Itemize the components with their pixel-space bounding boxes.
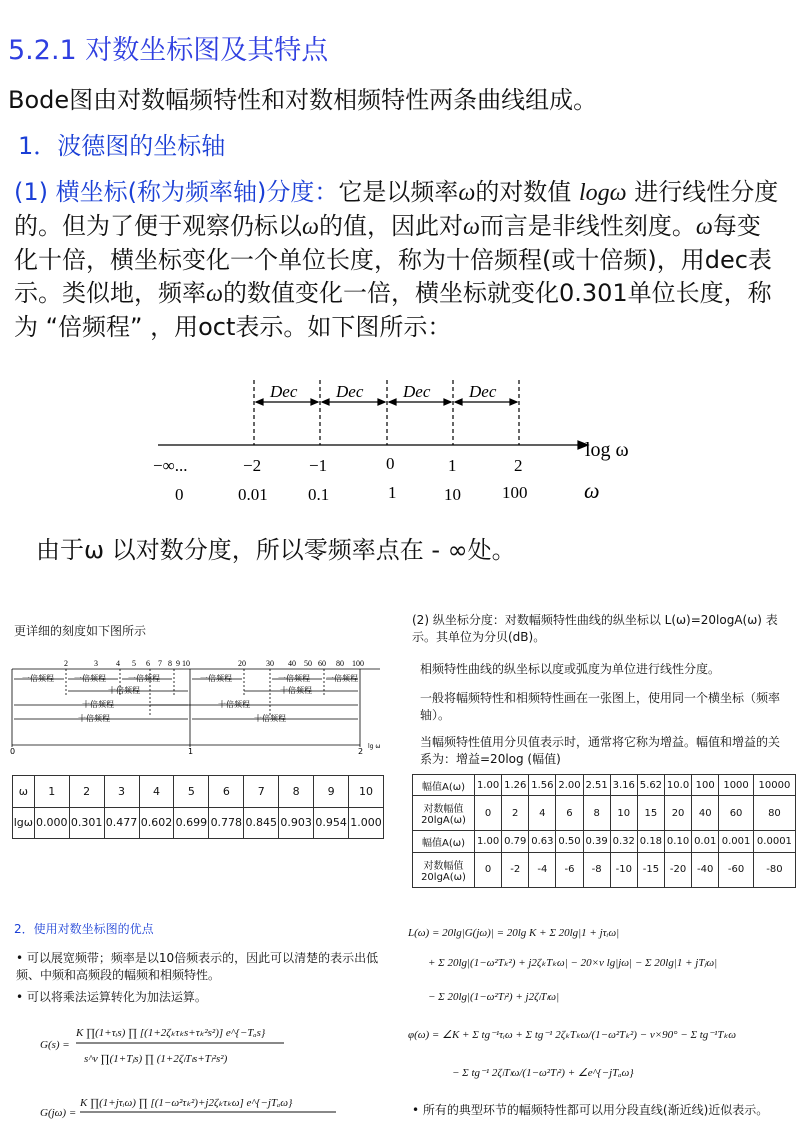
table-cell: 0.778: [209, 807, 244, 839]
table-cell: 2.51: [583, 775, 610, 796]
table-cell: 6: [209, 776, 244, 808]
table-cell: 10: [610, 796, 637, 831]
oct-label: 一倍频程: [200, 674, 232, 683]
bullet-item: • 可以将乘法运算转化为加法运算。: [16, 990, 207, 1004]
table-cell: 0.32: [610, 831, 637, 852]
table-cell: 3: [104, 776, 139, 808]
w-tick: 0.1: [308, 485, 330, 504]
tick: 3: [94, 659, 98, 668]
svg-text:K ∏(1+jτᵢω) ∏ [(1−ω²τₖ²)+j2ζₖτ: K ∏(1+jτᵢω) ∏ [(1−ω²τₖ²)+j2ζₖτₖω] e^{−jTₐω}: [80, 1097, 293, 1109]
amplitude-db-table: [412, 774, 796, 888]
svg-text:− Σ tg⁻¹ 2ζₗTₗω/(1−ω²Tₗ²) + ∠e: − Σ tg⁻¹ 2ζₗTₗω/(1−ω²Tₗ²) + ∠e^{−jTₐω}: [452, 1067, 634, 1079]
vertical-axis-heading: (2) 纵坐标分度：对数幅频特性曲线的纵坐标以 L(ω)=20logA(ω) 表示。其单位为分贝(dB)。: [412, 613, 778, 644]
svg-text:+ Σ 20lg|(1−ω²Tₖ²) + j2ζₖTₖω|: + Σ 20lg|(1−ω²Tₖ²) + j2ζₖTₖω| − 20×v lg|jω| − Σ 20lg|1 + jTⱼω|: [428, 957, 718, 969]
row-header: 对数幅值20lgA(ω): [413, 852, 475, 888]
logw-symbol: logω: [578, 180, 627, 206]
row-header: 对数幅值20lgA(ω): [413, 796, 475, 831]
table-cell: 5.62: [637, 775, 664, 796]
table-cell: 1: [34, 776, 69, 808]
table-cell: 1.00: [475, 775, 502, 796]
log-tick: −∞...: [153, 456, 188, 475]
phase-axis-text: 相频特性曲线的纵坐标以度或弧度为单位进行线性分度。: [420, 662, 721, 676]
svg-text:G(jω) =: G(jω) =: [40, 1107, 77, 1119]
table-cell: 15: [637, 796, 664, 831]
table-row: [413, 831, 796, 852]
transfer-function-formula: [36, 1012, 366, 1130]
axis-label: log ω: [585, 439, 629, 461]
oct-label: 一倍频程: [74, 674, 106, 683]
omega-symbol: ω: [695, 214, 713, 240]
table-cell: 1.00: [475, 831, 502, 852]
omega-symbol: ω: [206, 281, 223, 307]
tick: 50: [304, 659, 312, 668]
dec-label-4: Dec: [469, 382, 497, 401]
table-cell: 0.18: [637, 831, 664, 852]
bullet-text: 可以将乘法运算转化为加法运算。: [26, 990, 207, 1004]
table-cell: 10: [349, 776, 384, 808]
table-cell: 0.954: [314, 807, 349, 839]
w-tick: 0: [175, 485, 184, 504]
table-cell: 0.602: [139, 807, 174, 839]
dec-label: 十倍频程: [108, 686, 140, 695]
svg-text:K ∏(1+τᵢs) ∏ [(1+2ζₖτₖs+τₖ²s²): K ∏(1+τᵢs) ∏ [(1+2ζₖτₖs+τₖ²s²)] e^{−Tₐs}: [76, 1027, 266, 1039]
table-cell: 8: [583, 796, 610, 831]
table-row: [413, 775, 796, 796]
table-cell: -80: [753, 852, 795, 888]
table-cell: 0.50: [556, 831, 583, 852]
table-cell: 7: [244, 776, 279, 808]
table-cell: 2.00: [556, 775, 583, 796]
table-cell: 0.001: [719, 831, 754, 852]
w-tick: 100: [502, 483, 528, 502]
bullet-item: • 可以展宽频带；频率是以10倍频表示的，因此可以清楚的表示出低频、中频和高频段的幅频和相频特性。: [16, 951, 379, 982]
tick: 9: [176, 659, 180, 668]
tick: 2: [64, 659, 68, 668]
dec-label-3: Dec: [403, 382, 431, 401]
dec-label-1: Dec: [270, 382, 298, 401]
table-cell: 1.26: [502, 775, 529, 796]
para-text: 的数值变化一倍，横坐标就变化0.301单位长度，称为 “倍频程” ，用oct表示。如下图所示：: [14, 279, 772, 341]
section2-heading: 2．使用对数坐标图的优点: [14, 922, 154, 936]
tick: 10: [182, 659, 190, 668]
bullet-text: 所有的典型环节的幅频特性都可以用分段直线(渐近线)近似表示。: [422, 1103, 769, 1117]
table-cell: 4: [139, 776, 174, 808]
oct-label: 一倍频程: [326, 674, 358, 683]
oct-label: 一倍频程: [128, 674, 160, 683]
shared-axis-text: 一般将幅频特性和相频特性画在一张图上，使用同一个横坐标（频率轴）。: [420, 691, 781, 722]
table-row: [413, 796, 796, 831]
table-cell: 8: [279, 776, 314, 808]
tick: 100: [352, 659, 364, 668]
axis-paragraph: [14, 176, 784, 344]
gain-relation-text: 当幅频特性值用分贝值表示时，通常将它称为增益。幅值和增益的关系为：增益=20log (幅值): [420, 735, 781, 766]
w-tick: 10: [444, 485, 461, 504]
dec-label: 十倍频程: [78, 714, 110, 723]
para-text: 的值，因此对: [318, 212, 463, 240]
omega-label: ω: [584, 478, 600, 503]
table-cell: 9: [314, 776, 349, 808]
table-cell: lgω: [13, 807, 35, 839]
table-cell: 0.01: [692, 831, 719, 852]
table-cell: 0.0001: [753, 831, 795, 852]
tick: 4: [116, 659, 120, 668]
tick: 7: [158, 659, 162, 668]
para-text: 的对数值: [475, 178, 579, 206]
tick: 6: [146, 659, 150, 668]
w-tick: 0.01: [238, 485, 268, 504]
log-tick: 1: [448, 456, 457, 475]
table-cell: 0: [475, 852, 502, 888]
omega-symbol: ω: [462, 214, 480, 240]
table-cell: 0.79: [502, 831, 529, 852]
dec-label: 十倍频程: [82, 700, 114, 709]
tick: 20: [238, 659, 246, 668]
bullet-item: • 所有的典型环节的幅频特性都可以用分段直线(渐近线)近似表示。: [412, 1103, 769, 1117]
table-cell: 4: [529, 796, 556, 831]
table-cell: 80: [753, 796, 795, 831]
log-tick: −2: [243, 456, 262, 475]
table-cell: -20: [664, 852, 691, 888]
dec-label: 十倍频程: [254, 714, 286, 723]
section1-heading: 1．波德图的坐标轴: [18, 132, 226, 160]
oct-label: 一倍频程: [22, 674, 54, 683]
table-cell: -40: [692, 852, 719, 888]
dec-label: 十倍频程: [280, 686, 312, 695]
table-cell: 100: [692, 775, 719, 796]
dec-label-2: Dec: [336, 382, 364, 401]
log-tick: 0: [386, 454, 395, 473]
table-row: [413, 852, 796, 888]
table-cell: 0.000: [34, 807, 69, 839]
svg-text:G(s) =: G(s) =: [40, 1039, 70, 1051]
zero-frequency-note: 由于ω 以对数分度，所以零频率点在 - ∞处。: [36, 536, 516, 564]
table-cell: -4: [529, 852, 556, 888]
table-cell: 5: [174, 776, 209, 808]
table-cell: 10000: [753, 775, 795, 796]
page-title: 5.2.1 对数坐标图及其特点: [8, 35, 329, 66]
table-cell: 0.903: [279, 807, 314, 839]
log-magnitude-formula: [404, 916, 798, 1100]
table-cell: 3.16: [610, 775, 637, 796]
log-tick: −1: [309, 456, 328, 475]
svg-text:s^v ∏(1+Tⱼs) ∏ (1+2ζₗTₗs+Tₗ²s²: s^v ∏(1+Tⱼs) ∏ (1+2ζₗTₗs+Tₗ²s²): [84, 1053, 228, 1065]
tick: 0: [10, 747, 16, 755]
para-text: 每变化十倍，横坐标变化一个单位长度，称为十倍频程(或十倍频)，用dec表示。类似地，频率: [14, 212, 772, 307]
table-cell: 0.845: [244, 807, 279, 839]
table-cell: 0: [475, 796, 502, 831]
table-cell: ω: [13, 776, 35, 808]
table-cell: 1000: [719, 775, 754, 796]
intro-text: Bode图由对数幅频特性和对数相频特性两条曲线组成。: [8, 86, 598, 114]
tick: 5: [132, 659, 136, 668]
table-cell: 1.000: [349, 807, 384, 839]
svg-text:φ(ω) = ∠K + Σ tg⁻¹τᵢω + Σ tg⁻¹: φ(ω) = ∠K + Σ tg⁻¹τᵢω + Σ tg⁻¹ 2ζₖTₖω/(1−ω²Tₖ²) − v×90° − Σ tg⁻¹Tₖω: [408, 1029, 736, 1041]
detailed-tick-diagram: [8, 655, 388, 755]
table-cell: 10.0: [664, 775, 691, 796]
tick: 80: [336, 659, 344, 668]
para-text: 进行线性分度的。但为了便于观察仍标以: [14, 178, 779, 240]
lg-label: lg ω: [368, 743, 381, 750]
tick: 40: [288, 659, 296, 668]
table-cell: -10: [610, 852, 637, 888]
para-text: 它是以频率: [338, 178, 459, 206]
table-cell: 0.301: [69, 807, 104, 839]
row-header: 幅值A(ω): [413, 831, 475, 852]
tick: 30: [266, 659, 274, 668]
table-cell: -8: [583, 852, 610, 888]
table-cell: -60: [719, 852, 754, 888]
table-cell: 0.699: [174, 807, 209, 839]
detail-title: 更详细的刻度如下图所示: [14, 624, 147, 638]
table-cell: 6: [556, 796, 583, 831]
row-header: 幅值A(ω): [413, 775, 475, 796]
table-cell: 1.56: [529, 775, 556, 796]
lg-omega-table: [12, 775, 384, 839]
log-axis-diagram: [0, 370, 800, 510]
log-tick: 2: [514, 456, 523, 475]
table-cell: 0.10: [664, 831, 691, 852]
svg-text:L(ω) = 20lg|G(jω)| = 20lg K +: L(ω) = 20lg|G(jω)| = 20lg K + Σ 20lg|1 + jτᵢω|: [408, 927, 620, 939]
para-lead: (1) 横坐标(称为频率轴)分度：: [14, 178, 339, 206]
para-text: 而言是非线性刻度。: [479, 212, 696, 240]
w-tick: 1: [388, 483, 397, 502]
table-cell: 0.39: [583, 831, 610, 852]
svg-text:− Σ 20lg|(1−ω²Tₗ²) + j2ζₗTₗω|: − Σ 20lg|(1−ω²Tₗ²) + j2ζₗTₗω|: [428, 991, 560, 1003]
table-cell: 20: [664, 796, 691, 831]
table-cell: 2: [502, 796, 529, 831]
table-cell: -15: [637, 852, 664, 888]
table-cell: -6: [556, 852, 583, 888]
table-cell: 0.477: [104, 807, 139, 839]
table-cell: -2: [502, 852, 529, 888]
bullet-text: 可以展宽频带；频率是以10倍频表示的，因此可以清楚的表示出低频、中频和高频段的幅频和相频特性。: [16, 951, 379, 982]
tick: 1: [188, 747, 194, 755]
table-cell: 2: [69, 776, 104, 808]
tick: 60: [318, 659, 326, 668]
omega-symbol: ω: [458, 180, 476, 206]
dec-label: 十倍频程: [218, 700, 250, 709]
tick: 8: [168, 659, 172, 668]
tick: 2: [358, 747, 364, 755]
omega-symbol: ω: [302, 214, 319, 240]
table-cell: 40: [692, 796, 719, 831]
oct-label: 一倍频程: [278, 674, 310, 683]
table-cell: 60: [719, 796, 754, 831]
table-cell: 0.63: [529, 831, 556, 852]
